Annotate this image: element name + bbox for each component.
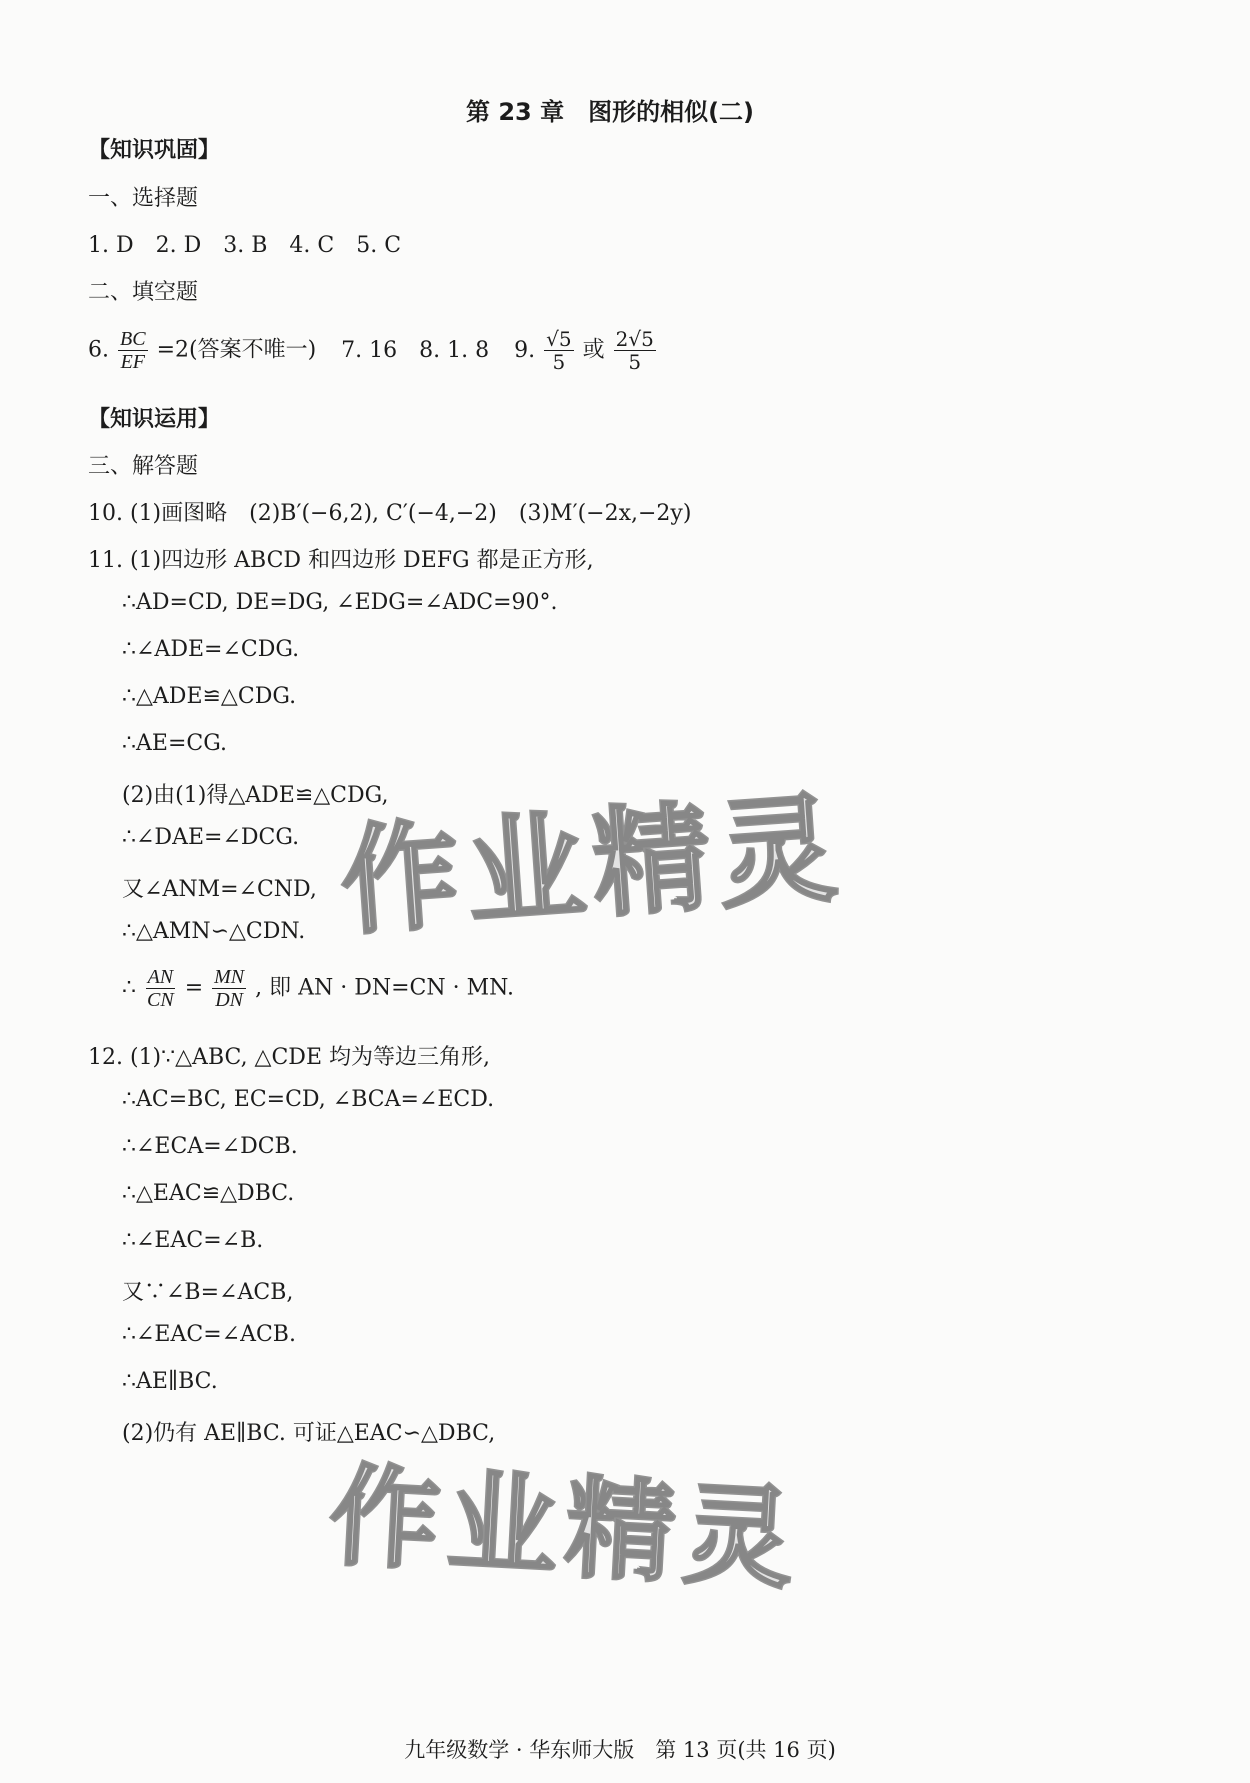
q12-line: 又∵∠B=∠ACB, bbox=[122, 1280, 294, 1305]
q12-line: ∴∠ECA=∠DCB. bbox=[122, 1134, 298, 1159]
q12-line: ∴∠EAC=∠ACB. bbox=[122, 1322, 296, 1347]
section-application: 【知识运用】 bbox=[88, 407, 221, 432]
q12-line: ∴AE∥BC. bbox=[122, 1369, 218, 1394]
fill-blank-answers bbox=[88, 328, 658, 373]
q11-line: ∴△AMN∽△CDN. bbox=[122, 919, 306, 944]
q11-final-suffix: , 即 AN · DN=CN · MN. bbox=[255, 975, 514, 1001]
watermark: 作业精灵 bbox=[326, 1451, 805, 1605]
q12-line: 12. (1)∵△ABC, △CDE 均为等边三角形, bbox=[88, 1045, 490, 1070]
q11-final-line bbox=[122, 966, 514, 1011]
watermark: 作业精灵 bbox=[336, 778, 849, 952]
part2-heading: 二、填空题 bbox=[88, 280, 199, 305]
q6-suffix: =2(答案不唯一) bbox=[156, 337, 317, 363]
q9-number: 9. bbox=[514, 337, 536, 363]
q11-line: ∴∠DAE=∠DCG. bbox=[122, 825, 300, 850]
part1-heading: 一、选择题 bbox=[88, 186, 199, 211]
q7-q8-answers: 7. 16 8. 1. 8 bbox=[341, 337, 490, 363]
therefore-symbol: ∴ bbox=[122, 975, 136, 1001]
q11-line: ∴AE=CG. bbox=[122, 731, 227, 756]
chapter-title: 第 23 章 图形的相似(二) bbox=[465, 98, 755, 126]
q11-line: ∴△ADE≌△CDG. bbox=[122, 684, 297, 709]
q12-line: ∴AC=BC, EC=CD, ∠BCA=∠ECD. bbox=[122, 1087, 495, 1112]
q9-frac2-denominator: 5 bbox=[628, 350, 642, 374]
q11-line: ∴∠ADE=∠CDG. bbox=[122, 637, 300, 662]
q11-line: 11. (1)四边形 ABCD 和四边形 DEFG 都是正方形, bbox=[88, 548, 594, 573]
q12-line: (2)仍有 AE∥BC. 可证△EAC∽△DBC, bbox=[122, 1421, 496, 1446]
q11-line: ∴AD=CD, DE=DG, ∠EDG=∠ADC=90°. bbox=[122, 590, 558, 615]
q6-number: 6. bbox=[88, 337, 109, 363]
q12-line: ∴∠EAC=∠B. bbox=[122, 1228, 264, 1253]
q11-frac1-denominator: CN bbox=[147, 989, 174, 1011]
q6-fraction bbox=[118, 328, 148, 373]
q12-line: ∴△EAC≌△DBC. bbox=[122, 1181, 295, 1206]
q9-frac1-denominator: 5 bbox=[552, 350, 566, 374]
q9-fraction-1 bbox=[544, 328, 573, 373]
q11-frac2-numerator: MN bbox=[214, 966, 245, 988]
q9-frac1-numerator: √5 bbox=[546, 327, 572, 351]
q6-denominator: EF bbox=[120, 351, 145, 373]
q6-numerator: BC bbox=[120, 328, 146, 350]
part1-answers: 1. D 2. D 3. B 4. C 5. C bbox=[88, 233, 402, 258]
equals-sign: = bbox=[184, 975, 204, 1001]
q11-fraction-2 bbox=[212, 966, 246, 1011]
q9-or: 或 bbox=[582, 337, 605, 363]
q9-fraction-2 bbox=[614, 328, 656, 373]
page-footer: 九年级数学 · 华东师大版 第 13 页(共 16 页) bbox=[404, 1738, 836, 1762]
q11-frac1-numerator: AN bbox=[147, 966, 174, 988]
q9-frac2-numerator: 2√5 bbox=[615, 327, 654, 351]
q11-line: 又∠ANM=∠CND, bbox=[122, 877, 317, 902]
q11-frac2-denominator: DN bbox=[215, 989, 244, 1011]
section-consolidation: 【知识巩固】 bbox=[88, 138, 221, 163]
q10-answer: 10. (1)画图略 (2)B′(−6,2), C′(−4,−2) (3)M′(−2x,−2y) bbox=[88, 501, 692, 526]
q11-line: (2)由(1)得△ADE≌△CDG, bbox=[122, 783, 389, 808]
part3-heading: 三、解答题 bbox=[88, 454, 199, 479]
q11-fraction-1 bbox=[145, 966, 176, 1011]
